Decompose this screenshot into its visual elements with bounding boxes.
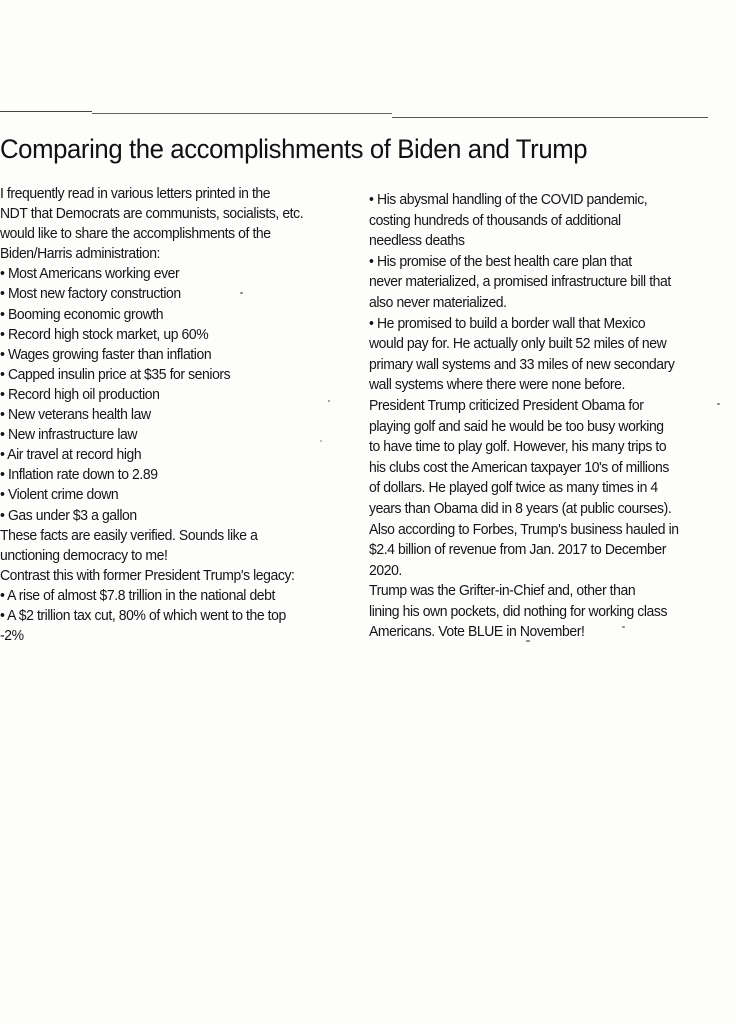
right-line: Americans. Vote BLUE in November! (369, 623, 585, 641)
right-text-column (369, 190, 706, 643)
scan-speck (526, 640, 530, 642)
scan-rule-center (92, 113, 392, 114)
right-line: Also according to Forbes, Trump's business hauled in (369, 520, 679, 538)
right-line: to have time to play golf. However, his many trips to (369, 438, 667, 456)
left-bullet: • Inflation rate down to 2.89 (0, 466, 158, 484)
left-line: -2% (0, 627, 24, 645)
right-line: needless deaths (369, 232, 465, 250)
right-line: President Trump criticized President Obama for (369, 396, 644, 414)
right-bullet: • He promised to build a border wall that Mexico (369, 314, 646, 332)
scan-speck (240, 292, 243, 294)
right-line: also never materialized. (369, 293, 507, 311)
right-line: wall systems where there were none before. (369, 376, 625, 394)
scan-speck (328, 400, 330, 402)
right-line: years than Obama did in 8 years (at public courses). (369, 499, 672, 517)
left-bullet: • New veterans health law (0, 406, 151, 424)
right-line: lining his own pockets, did nothing for working class (369, 602, 668, 620)
left-line: Contrast this with former President Trump's legacy: (0, 566, 295, 584)
left-text-column (0, 184, 331, 646)
right-line: $2.4 billion of revenue from Jan. 2017 to December (369, 541, 666, 559)
left-bullet: • Most Americans working ever (0, 265, 180, 283)
right-line: his clubs cost the American taxpayer 10's of millions (369, 458, 669, 476)
scan-speck (622, 626, 625, 628)
article-headline: Comparing the accomplishments of Biden and Trump (0, 134, 588, 164)
left-bullet: • Violent crime down (0, 486, 119, 504)
left-line: unctioning democracy to me! (0, 546, 168, 564)
left-line: These facts are easily verified. Sounds like a (0, 526, 258, 544)
right-line: of dollars. He played golf twice as many times in 4 (369, 479, 658, 497)
left-bullet: • Most new factory construction (0, 285, 181, 303)
scan-rule-left (0, 111, 92, 112)
scan-speck (320, 440, 322, 442)
right-line: primary wall systems and 33 miles of new secondary (369, 355, 675, 373)
left-bullet: • Air travel at record high (0, 446, 142, 464)
left-line: Biden/Harris administration: (0, 245, 161, 263)
left-bullet: • A $2 trillion tax cut, 80% of which went to the top (0, 606, 286, 624)
left-bullet: • Gas under $3 a gallon (0, 506, 137, 524)
left-bullet: • Wages growing faster than inflation (0, 345, 212, 363)
left-bullet: • Record high stock market, up 60% (0, 325, 209, 343)
left-line: would like to share the accomplishments of the (0, 225, 271, 243)
scan-rule-right (392, 117, 708, 118)
right-line: never materialized, a promised infrastructure bill that (369, 273, 671, 291)
right-line: playing golf and said he would be too busy working (369, 417, 664, 435)
scan-speck (717, 403, 720, 405)
right-line: costing hundreds of thousands of additional (369, 211, 621, 229)
left-line: I frequently read in various letters printed in the (0, 185, 271, 202)
left-bullet: • Record high oil production (0, 385, 160, 403)
right-line: would pay for. He actually only built 52 miles of new (369, 335, 667, 353)
right-line: 2020. (369, 561, 402, 579)
right-line: Trump was the Grifter-in-Chief and, other than (369, 582, 636, 600)
right-bullet: • His abysmal handling of the COVID pandemic, (369, 191, 648, 208)
left-line: NDT that Democrats are communists, socialists, etc. (0, 205, 304, 223)
left-bullet: • Capped insulin price at $35 for seniors (0, 365, 231, 383)
right-bullet: • His promise of the best health care plan that (369, 252, 632, 270)
left-bullet: • A rise of almost $7.8 trillion in the national debt (0, 586, 275, 604)
left-bullet: • Booming economic growth (0, 305, 164, 323)
left-bullet: • New infrastructure law (0, 426, 138, 444)
